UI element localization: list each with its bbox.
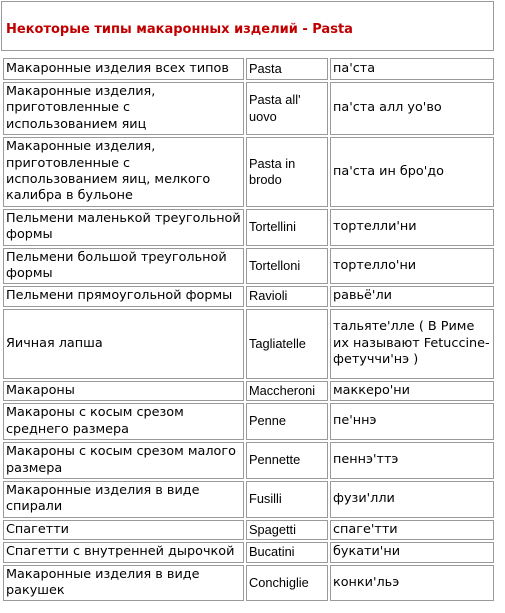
italian-name-cell: Pasta all' uovo bbox=[246, 82, 328, 135]
table-row bbox=[3, 403, 494, 440]
russian-name-cell: Макароны bbox=[3, 381, 244, 401]
pronunciation-cell: спаге'тти bbox=[330, 520, 494, 540]
table-row bbox=[3, 58, 494, 80]
russian-name-cell: Макаронные изделия, приготовленные с использованием яиц, мелкого калибра в бульоне bbox=[3, 137, 244, 207]
table-row bbox=[3, 209, 494, 246]
russian-name-cell: Спагетти с внутренней дырочкой bbox=[3, 542, 244, 562]
russian-name-cell: Макаронные изделия в виде спирали bbox=[3, 481, 244, 518]
table-row bbox=[3, 137, 494, 207]
table-row bbox=[3, 520, 494, 540]
page-title: Некоторые типы макаронных изделий - Pasta bbox=[6, 22, 353, 37]
title-box bbox=[1, 1, 494, 51]
russian-name-cell: Пельмени прямоугольной формы bbox=[3, 286, 244, 306]
pronunciation-cell: пе'ннэ bbox=[330, 403, 494, 440]
italian-name-cell: Bucatini bbox=[246, 542, 328, 562]
russian-name-cell: Макаронные изделия, приготовленные с использованием яиц bbox=[3, 82, 244, 135]
italian-name-cell: Spagetti bbox=[246, 520, 328, 540]
table-row bbox=[3, 248, 494, 285]
table-row bbox=[3, 286, 494, 306]
russian-name-cell: Макароны с косым срезом малого размера bbox=[3, 442, 244, 479]
italian-name-cell: Tortellini bbox=[246, 209, 328, 246]
italian-name-cell: Pasta in brodo bbox=[246, 137, 328, 207]
pronunciation-cell: маккеро'ни bbox=[330, 381, 494, 401]
italian-name-cell: Maccheroni bbox=[246, 381, 328, 401]
pronunciation-cell: тортелли'ни bbox=[330, 209, 494, 246]
italian-name-cell: Pasta bbox=[246, 58, 328, 80]
russian-name-cell: Пельмени маленькой треугольной формы bbox=[3, 209, 244, 246]
pronunciation-cell: па'ста bbox=[330, 58, 494, 80]
russian-name-cell: Яичная лапша bbox=[3, 309, 244, 379]
table-row bbox=[3, 481, 494, 518]
italian-name-cell: Pennette bbox=[246, 442, 328, 479]
italian-name-cell: Tagliatelle bbox=[246, 309, 328, 379]
pronunciation-cell: фузи'лли bbox=[330, 481, 494, 518]
pronunciation-cell: па'ста алл уо'во bbox=[330, 82, 494, 135]
pronunciation-cell: пеннэ'ттэ bbox=[330, 442, 494, 479]
italian-name-cell: Conchiglie bbox=[246, 565, 328, 602]
italian-name-cell: Ravioli bbox=[246, 286, 328, 306]
table-row bbox=[3, 381, 494, 401]
pronunciation-cell: равьё'ли bbox=[330, 286, 494, 306]
russian-name-cell: Макаронные изделия в виде ракушек bbox=[3, 565, 244, 602]
pasta-types-table bbox=[1, 56, 496, 603]
russian-name-cell: Пельмени большой треугольной формы bbox=[3, 248, 244, 285]
table-row bbox=[3, 542, 494, 562]
russian-name-cell: Макаронные изделия всех типов bbox=[3, 58, 244, 80]
italian-name-cell: Penne bbox=[246, 403, 328, 440]
pronunciation-cell: букати'ни bbox=[330, 542, 494, 562]
table-row bbox=[3, 442, 494, 479]
table-row bbox=[3, 82, 494, 135]
italian-name-cell: Tortelloni bbox=[246, 248, 328, 285]
russian-name-cell: Макароны с косым срезом среднего размера bbox=[3, 403, 244, 440]
pronunciation-cell: па'ста ин бро'до bbox=[330, 137, 494, 207]
table-row bbox=[3, 565, 494, 602]
pronunciation-cell: тальяте'лле ( В Риме их называют Fetuccine- фетуччи'нэ ) bbox=[330, 309, 494, 379]
table-row bbox=[3, 309, 494, 379]
russian-name-cell: Спагетти bbox=[3, 520, 244, 540]
italian-name-cell: Fusilli bbox=[246, 481, 328, 518]
pronunciation-cell: тортелло'ни bbox=[330, 248, 494, 285]
pronunciation-cell: конки'льэ bbox=[330, 565, 494, 602]
